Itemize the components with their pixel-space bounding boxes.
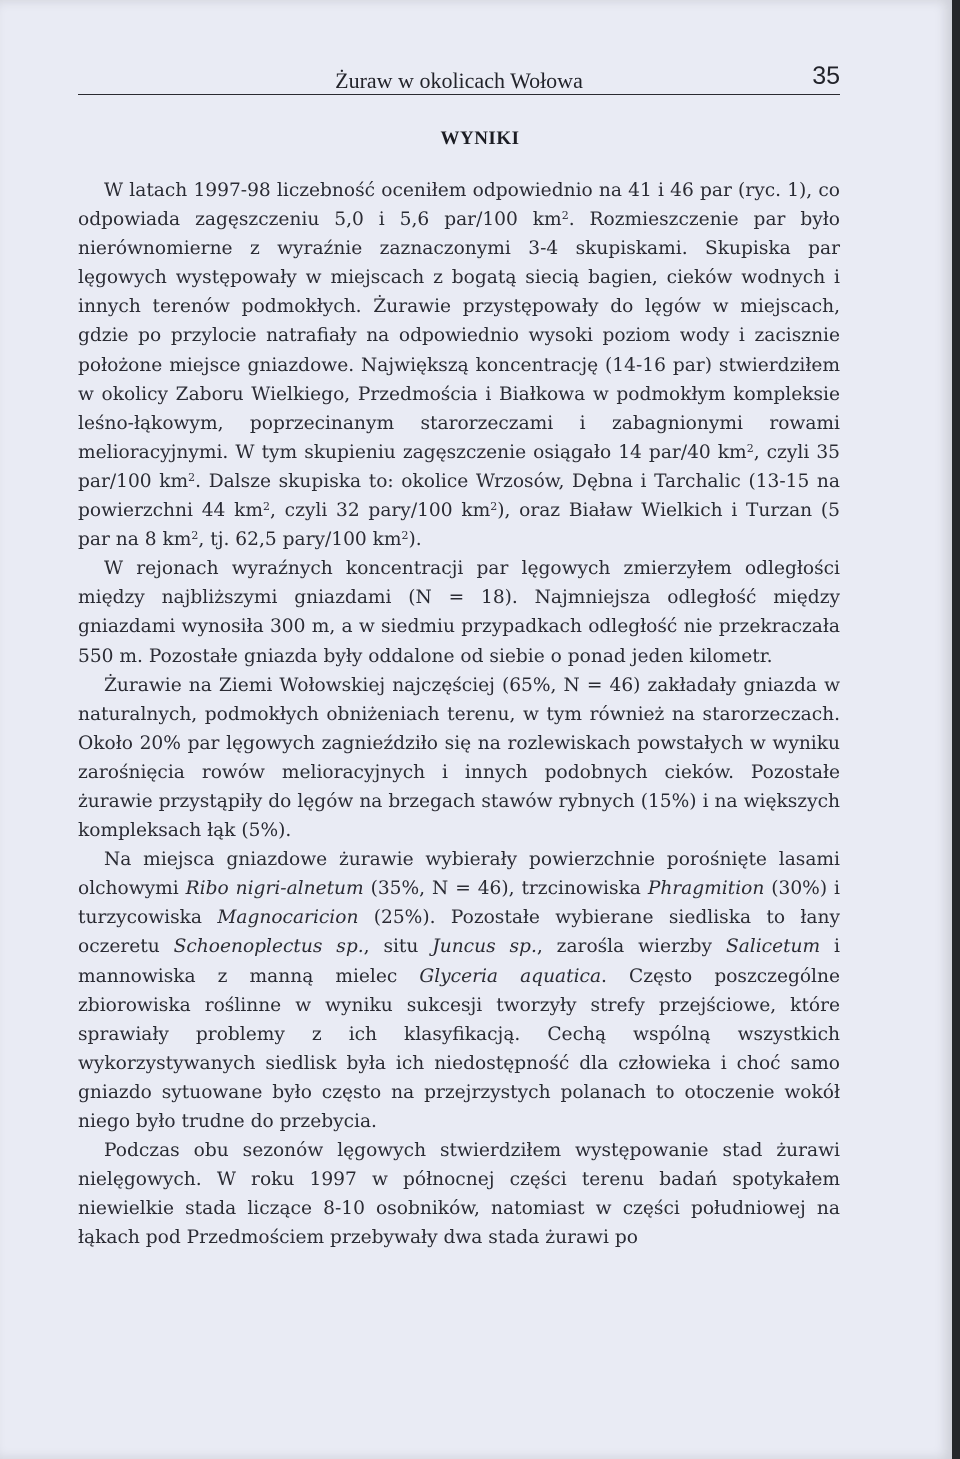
paragraph — [78, 1136, 840, 1252]
paragraph — [78, 554, 840, 670]
superscript: 2 — [746, 441, 754, 455]
text-run: i mannowiska z manną mielec — [78, 936, 841, 987]
running-title: Żuraw w okolicach Wołowa — [335, 68, 583, 93]
running-head — [78, 56, 840, 95]
section-heading: WYNIKI — [440, 128, 520, 149]
text-run: , czyli 32 pary/100 km — [270, 500, 491, 522]
latin-name: Juncus sp. — [432, 936, 537, 958]
text-run: Na miejsca gniazdowe żurawie wybierały powierzchnie porośnięte lasami olchowymi — [78, 849, 840, 900]
latin-name: Magnocaricion — [217, 907, 359, 929]
text-run: , tj. 62,5 pary/100 km — [198, 529, 402, 551]
text-run: Żurawie na Ziemi Wołowskiej najczęściej (65%, N = 46) zakładały gniazda w naturalnych, podmokłych obniżeniach terenu, w tym również na starorzeczach. Około 20% par lęgowych zagnieździło się na rozlewiskach powstałych w wyniku zarośnięcia rowów melioracyjnych i innych podobnych cieków. Pozostałe żurawie przystąpiły do lęgów na brzegach stawów rybnych (15%) i na większych kompleksach łąk (5%). — [78, 674, 840, 842]
paragraph — [78, 671, 840, 846]
text-run: (30%) i turzycowiska — [78, 878, 840, 929]
latin-name: Schoenoplectus sp. — [173, 936, 364, 958]
superscript: 2 — [490, 500, 498, 514]
page-number: 35 — [812, 62, 840, 90]
latin-name: Ribo nigri-alnetum — [185, 878, 364, 900]
text-run: . Rozmieszczenie par było nierównomierne z wyraźnie zaznaczonymi 3-4 skupiskami. Skupiska par lęgowych występowały w miejscach z bogatą siecią bagien, cieków wodnych i innych terenów podmokłych. Żurawie przystępowały do lęgów w miejscach, gdzie po przylocie natrafiały na odpowiednio wysoki poziom wody i zacisznie położone miejsce gniazdowe. Największą koncentrację (14-16 par) stwierdziłem w okolicy Zaboru Wielkiego, Przedmościa i Białkowa w podmokłym kompleksie leśno-łąkowym, poprzecinanym starorzeczami i zabagnionymi rowami melioracyjnymi. W tym skupieniu zagęszczenie osiągało 14 par/40 km — [78, 209, 840, 463]
superscript: 2 — [188, 470, 196, 484]
text-run: . Dalsze skupiska to: okolice Wrzosów, Dębna i Tarchalic (13-15 na powierzchni 44 km — [78, 470, 840, 522]
superscript: 2 — [191, 529, 199, 543]
superscript: 2 — [263, 500, 271, 514]
body-text — [78, 176, 840, 1252]
paragraph — [78, 845, 840, 1136]
text-run: . Często poszczególne zbiorowiska roślinne w wyniku sukcesji tworzyły strefy przejściowe, które sprawiały problemy z ich klasyfikacją. Cechą wspólną wszystkich wykorzystywanych siedlisk była ich niedostępność dla człowieka i choć samo gniazdo sytuowane było często na przejrzystych polanach to otoczenie wokół niego było trudne do przebycia. — [78, 965, 840, 1132]
latin-name: Glyceria aquatica — [419, 965, 602, 987]
text-run: Podczas obu sezonów lęgowych stwierdziłem występowanie stad żurawi nielęgowych. W roku 1997 w północnej części terenu badań spotykałem niewielkie stada liczące 8-10 osobników, natomiast w części południowej na łąkach pod Przedmościem przebywały dwa stada żurawi po — [78, 1140, 840, 1249]
text-run: (35%, N = 46), trzcinowiska — [363, 878, 648, 900]
text-run: , czyli 35 par/100 km — [78, 441, 841, 492]
superscript: 2 — [561, 209, 569, 223]
paragraph — [78, 176, 840, 554]
latin-name: Phragmition — [647, 878, 765, 900]
text-run: ), oraz Biaław Wielkich i Turzan (5 par na 8 km — [78, 500, 840, 551]
latin-name: Salicetum — [725, 936, 821, 958]
text-run: , zarośla wierzby — [536, 936, 726, 958]
superscript: 2 — [401, 529, 409, 543]
text-run: ). — [408, 529, 422, 551]
text-run: , situ — [363, 936, 433, 958]
text-run: W rejonach wyraźnych koncentracji par lęgowych zmierzyłem odległości między najbliższymi gniazdami (N = 18). Najmniejsza odległość między gniazdami wynosiła 300 m, a w siedmiu przypadkach odległość nie przekraczała 550 m. Pozostałe gniazda były oddalone od siebie o ponad jeden kilometr. — [78, 558, 840, 667]
text-run: (25%). Pozostałe wybierane siedliska to łany oczeretu — [78, 907, 840, 958]
text-run: W latach 1997-98 liczebność oceniłem odpowiednio na 41 i 46 par (ryc. 1), co odpowiada zagęszczeniu 5,0 i 5,6 par/100 km — [78, 180, 840, 231]
